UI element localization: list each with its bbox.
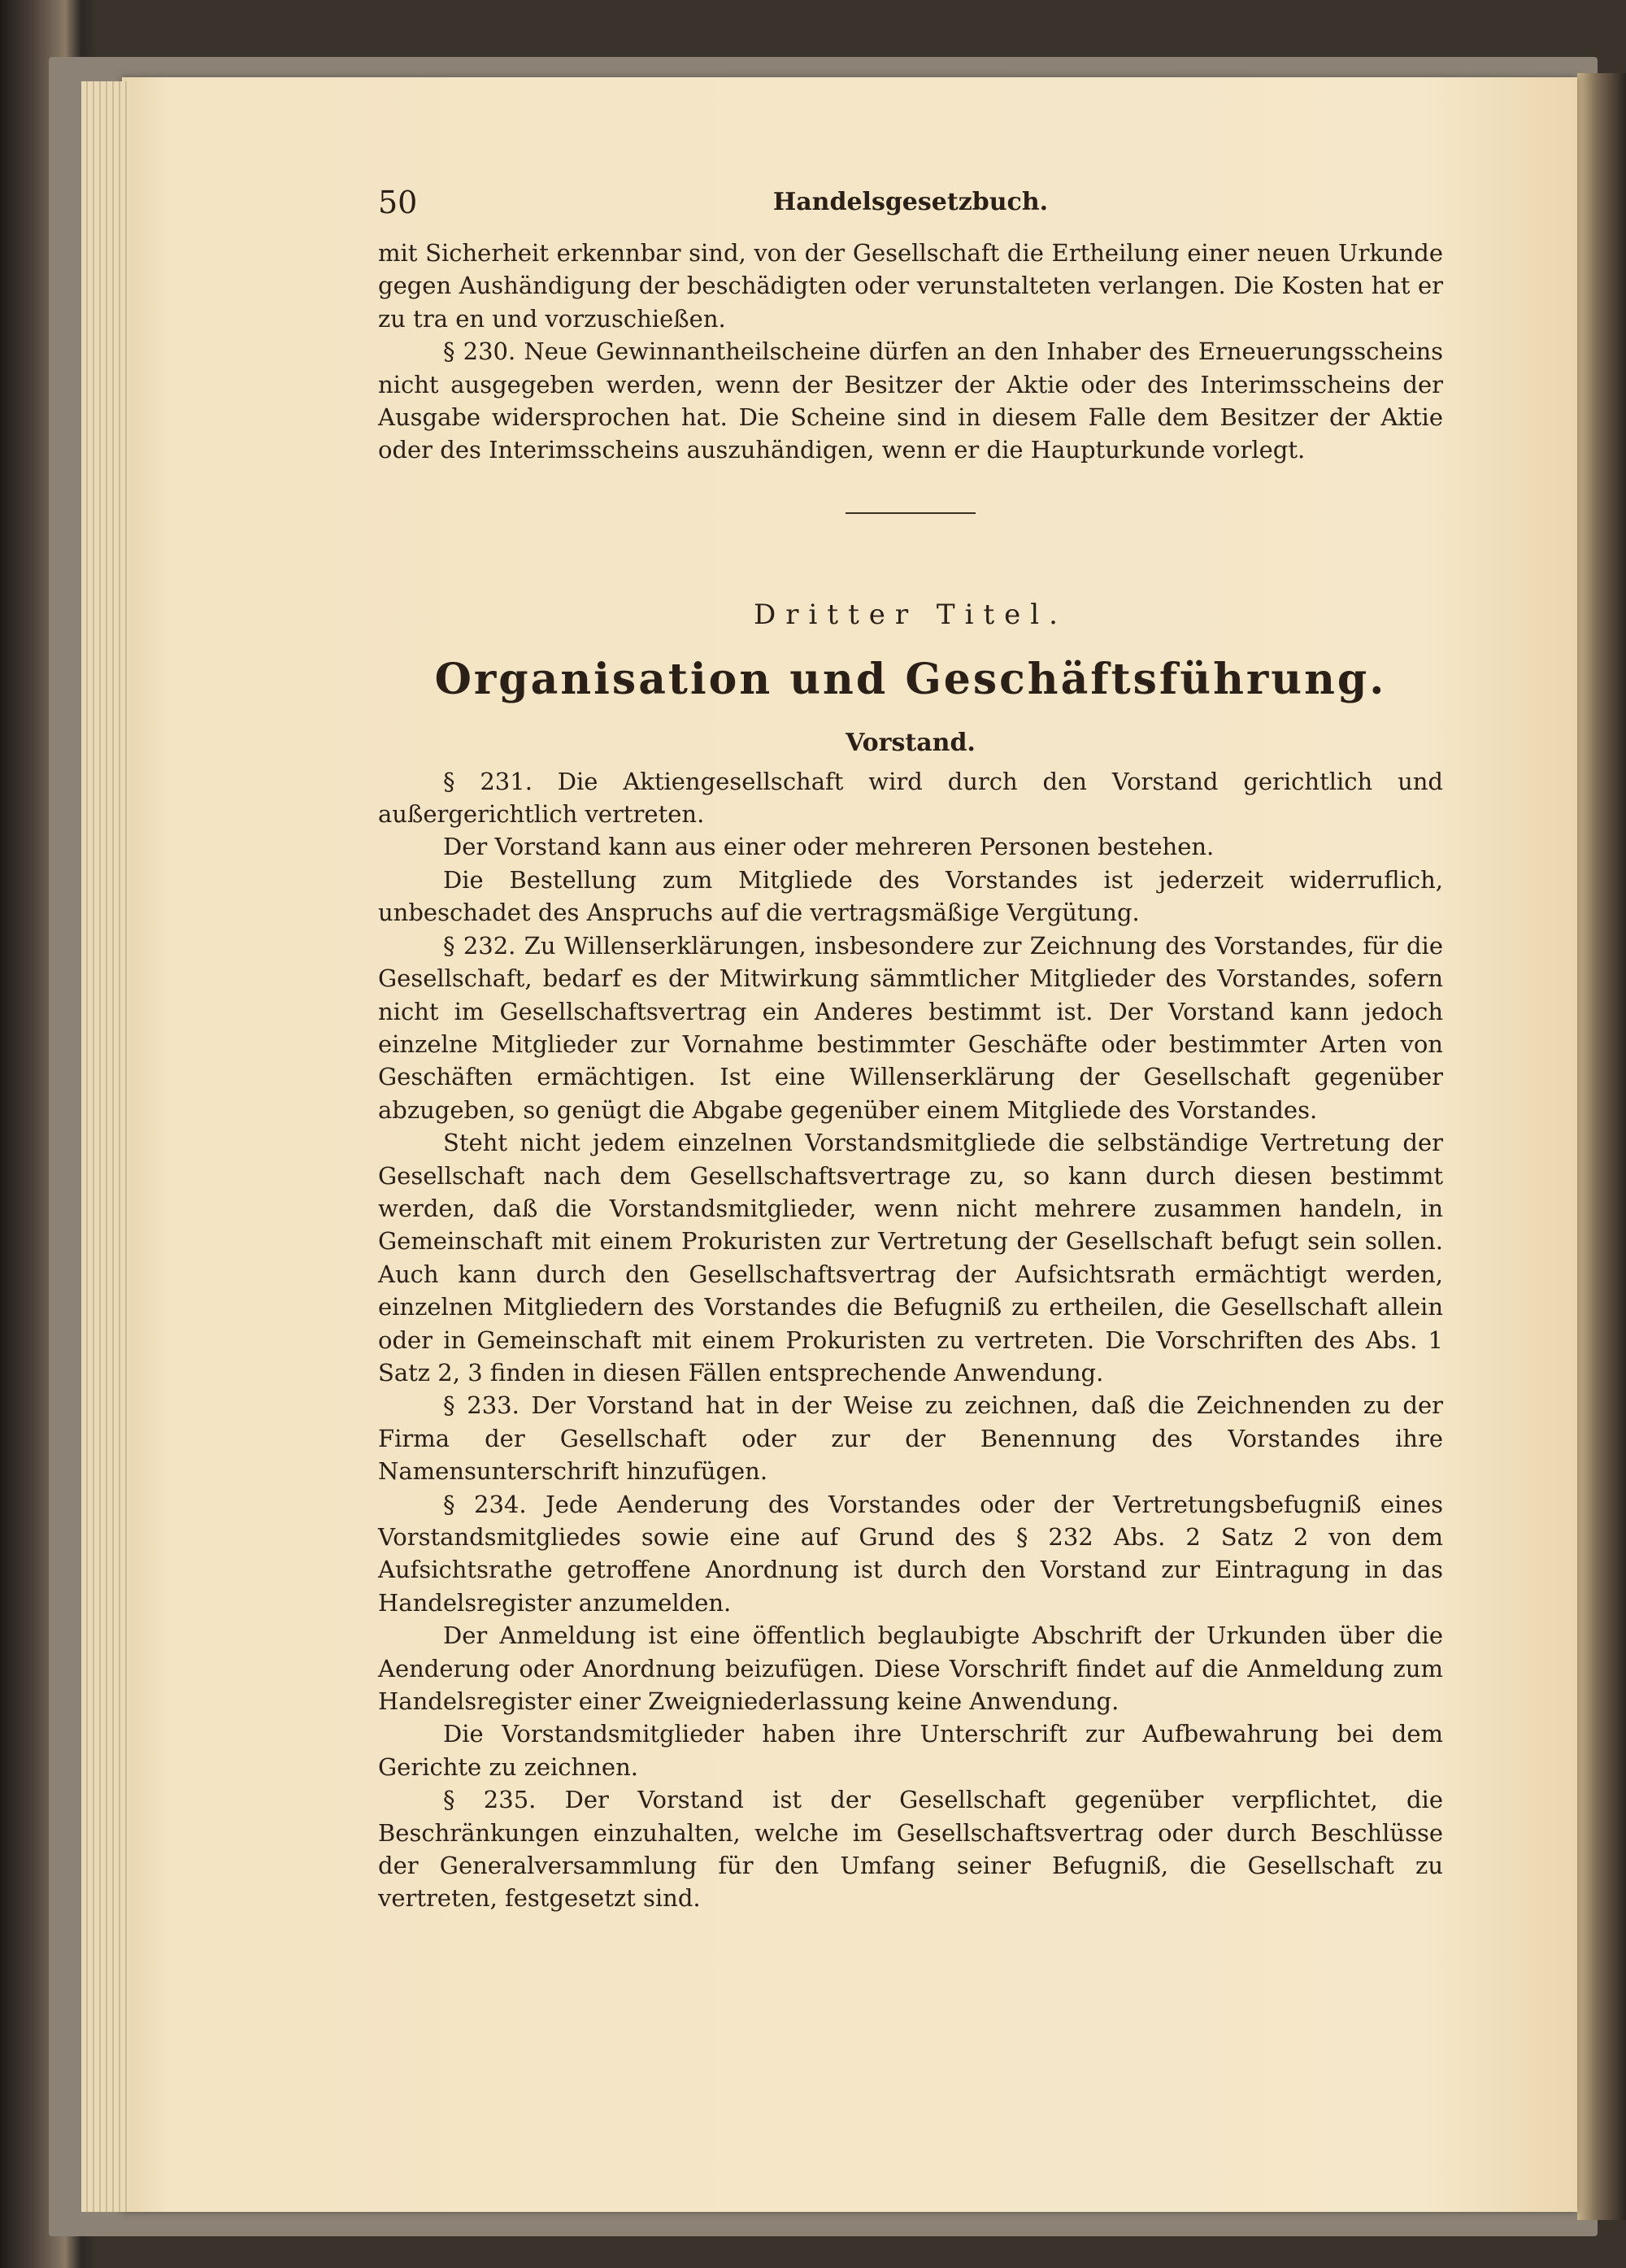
paragraph-232-2: Steht nicht jedem einzelnen Vorstandsmitgliede die selbständige Vertretung der Gesellschaft nach dem Gesellschaftsvertrage zu, so kann durch diesen bestimmt werden, daß die Vorstandsmitglieder, wenn nicht mehrere zusammen handeln, in Gemeinschaft mit einem Prokuristen zur Vertretung der Gesellschaft befugt sein sollen. Auch kann durch den Gesellschaftsvertrag der Aufsichtsrath ermächtigt werden, einzelnen Mitgliedern des Vorstandes die Befugniß zu ertheilen, die Gesellschaft allein oder in Gemeinschaft mit einem Prokuristen zu vertreten. Die Vorschriften des Abs. 1 Satz 2, 3 finden in diesen Fällen entsprechende Anwendung.: [378, 1129, 1443, 1386]
paragraph-234-3: Die Vorstandsmitglieder haben ihre Unterschrift zur Aufbewahrung bei dem Gerichte zu zeichnen.: [378, 1720, 1443, 1781]
running-head: [378, 183, 1443, 232]
paragraph-235: § 235. Der Vorstand ist der Gesellschaft gegenüber verpflichtet, die Beschränkungen einzuhalten, welche im Gesellschaftsvertrag oder durch Beschlüsse der Generalversammlung für den Umfang seiner Befugniß, die Gesellschaft zu vertreten, festgesetzt sind.: [378, 1786, 1443, 1913]
page-content: [378, 183, 1443, 1915]
section-divider: [846, 512, 976, 514]
section-kicker: Dritter Titel.: [754, 598, 1067, 631]
paragraph-234: § 234. Jede Aenderung des Vorstandes oder der Vertretungsbefugniß eines Vorstandsmitgliedes sowie eine auf Grund des § 232 Abs. 2 Satz 2 von dem Aufsichtsrathe getroffene Anordnung ist durch den Vorstand zur Eintragung in das Handelsregister anzumelden.: [378, 1490, 1443, 1617]
next-page-edge: [1577, 73, 1626, 2220]
paragraph-230: § 230. Neue Gewinnantheilscheine dürfen an den Inhaber des Erneuerungsscheins nicht ausgegeben werden, wenn der Besitzer der Aktie oder des Interimsscheins der Ausgabe widersprochen hat. Die Scheine sind in diesem Falle dem Besitzer der Aktie oder des Interimsscheins auszuhändigen, wenn er die Haupturkunde vorlegt.: [378, 337, 1443, 464]
section-subhead: Vorstand.: [846, 729, 976, 758]
paragraph-232: § 232. Zu Willenserklärungen, insbesondere zur Zeichnung des Vorstandes, für die Gesellschaft, bedarf es der Mitwirkung sämmtlicher Mitglieder des Vorstandes, sofern nicht im Gesellschaftsvertrag ein Anderes bestimmt ist. Der Vorstand kann jedoch einzelne Mitglieder zur Vornahme bestimmter Geschäfte oder bestimmter Arten von Geschäften ermächtigen. Ist eine Willenserklärung der Gesellschaft gegenüber abzugeben, so genügt die Abgabe gegenüber einem Mitgliede des Vorstandes.: [378, 931, 1443, 1124]
continuation-paragraph: mit Sicherheit erkennbar sind, von der Gesellschaft die Ertheilung einer neuen Urkunde gegen Aushändigung der beschädigten oder verunstalteten verlangen. Die Kosten hat er zu tra en und vorzuschießen.: [378, 239, 1443, 333]
running-title: Handelsgesetzbuch.: [772, 188, 1049, 216]
page-leaves: [81, 81, 130, 2212]
paragraph-231: § 231. Die Aktiengesellschaft wird durch den Vorstand gerichtlich und außergerichtlich vertreten.: [378, 767, 1443, 829]
paragraph-234-2: Der Anmeldung ist eine öffentlich beglaubigte Abschrift der Urkunden über die Aenderung oder Anordnung beizufügen. Diese Vorschrift findet auf die Anmeldung zum Handelsregister einer Zweigniederlassung keine Anwendung.: [378, 1622, 1443, 1716]
page-number: 50: [378, 185, 418, 220]
paragraph-231-2: Der Vorstand kann aus einer oder mehreren Personen bestehen.: [443, 833, 1215, 861]
paragraph-231-3: Die Bestellung zum Mitgliede des Vorstandes ist jederzeit widerruflich, unbeschadet des Anspruchs auf die vertragsmäßige Vergütung.: [378, 865, 1443, 927]
paragraph-233: § 233. Der Vorstand hat in der Weise zu zeichnen, daß die Zeichnenden zu der Firma der Gesellschaft oder zur der Benennung des Vorstandes ihre Namensunterschrift hinzufügen.: [378, 1391, 1443, 1486]
section-title: Organisation und Geschäftsführung.: [434, 655, 1387, 705]
